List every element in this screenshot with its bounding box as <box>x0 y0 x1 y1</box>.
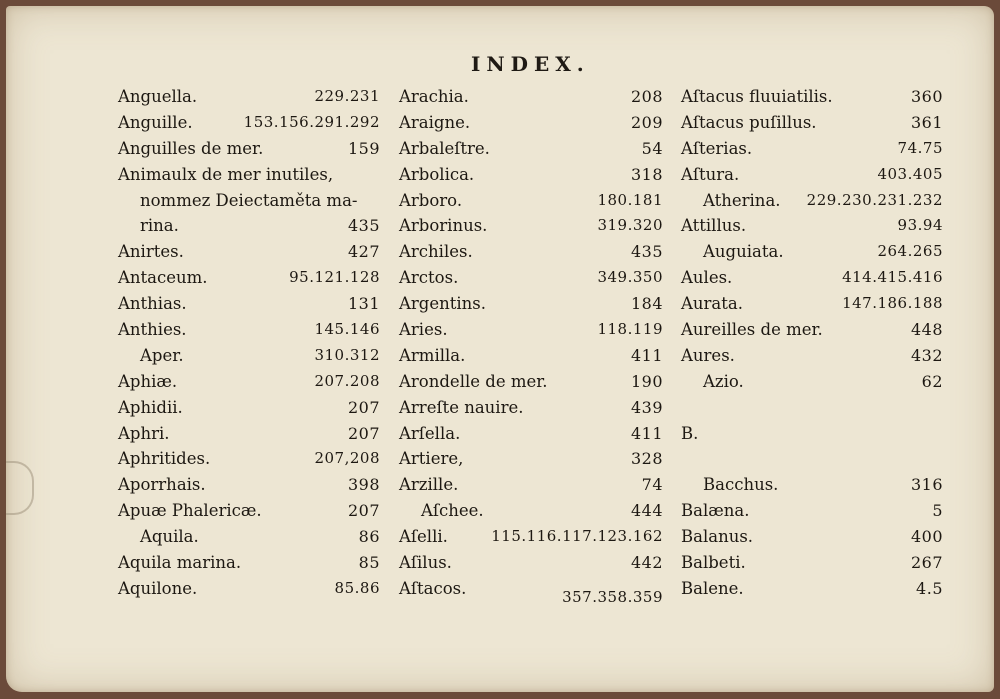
entry-term: nommez Deiectaměta ma- <box>140 190 358 210</box>
entry-page-numbers: 207 <box>347 501 380 521</box>
entry-page-numbers: 319.320 <box>597 216 663 235</box>
index-entry <box>118 317 380 343</box>
entry-term: Anthies. <box>118 320 187 340</box>
entry-term: Apuæ Phalericæ. <box>118 501 262 521</box>
entry-page-numbers: 316 <box>910 475 943 495</box>
entry-term: Armilla. <box>399 345 466 365</box>
entry-page-numbers: 357.358.359 <box>562 587 663 606</box>
index-entry <box>118 84 380 110</box>
index-entry <box>681 291 943 317</box>
index-entry <box>118 446 380 472</box>
entry-page-numbers: 435 <box>630 242 663 262</box>
index-entry <box>681 524 943 550</box>
index-entry <box>681 472 943 498</box>
entry-page-numbers: 403.405 <box>877 164 943 183</box>
index-entry <box>118 265 380 291</box>
entry-page-numbers: 411 <box>630 345 663 365</box>
entry-term: Anthias. <box>118 294 187 314</box>
entry-term: Aquila. <box>140 527 199 547</box>
entry-term: Arſella. <box>399 423 461 443</box>
entry-term: Aſtacus puſillus. <box>681 112 817 132</box>
entry-term: Arboro. <box>399 190 463 210</box>
index-column-3 <box>681 84 943 602</box>
entry-page-numbers: 435 <box>347 216 380 236</box>
section-letter: B. <box>681 423 699 443</box>
entry-term: Arctos. <box>399 268 459 288</box>
index-entry <box>681 395 943 421</box>
entry-page-numbers: 207.208 <box>314 371 380 390</box>
index-entry <box>399 110 663 136</box>
entry-term: Artiere, <box>399 449 464 469</box>
index-entry <box>681 110 943 136</box>
index-entry <box>681 162 943 188</box>
entry-term: Auguiata. <box>703 242 784 262</box>
index-entry <box>681 84 943 110</box>
index-entry <box>681 498 943 524</box>
entry-page-numbers: 267 <box>910 553 943 573</box>
index-entry <box>399 524 663 550</box>
entry-term: Balæna. <box>681 501 750 521</box>
entry-term: Aquila marina. <box>118 553 242 573</box>
entry-term: Aſterias. <box>681 138 753 158</box>
index-entry <box>681 446 943 472</box>
entry-page-numbers: 147.186.188 <box>842 294 943 313</box>
entry-page-numbers: 229.230.231.232 <box>806 190 943 209</box>
index-entry <box>399 550 663 576</box>
index-column-1 <box>118 84 380 602</box>
entry-page-numbers: 4.5 <box>916 578 943 598</box>
entry-page-numbers: 85.86 <box>334 578 380 597</box>
entry-term: Azio. <box>703 371 744 391</box>
entry-page-numbers: 95.121.128 <box>289 268 380 287</box>
entry-term: Aper. <box>140 345 184 365</box>
index-entry <box>681 343 943 369</box>
index-column-2 <box>399 84 663 606</box>
index-entry <box>681 239 943 265</box>
entry-term: Balbeti. <box>681 553 746 573</box>
entry-term: Anguille. <box>118 112 193 132</box>
index-entry <box>118 291 380 317</box>
index-entry <box>399 421 663 447</box>
index-entry <box>118 576 380 602</box>
entry-term: Antaceum. <box>118 268 208 288</box>
entry-page-numbers: 448 <box>910 320 943 340</box>
entry-page-numbers: 349.350 <box>597 268 663 287</box>
index-entry <box>118 498 380 524</box>
index-entry <box>399 395 663 421</box>
index-entry <box>118 343 380 369</box>
page-heading: INDEX. <box>471 52 590 76</box>
index-entry <box>118 395 380 421</box>
book-page <box>6 6 994 692</box>
entry-page-numbers: 207 <box>347 423 380 443</box>
index-entry <box>681 265 943 291</box>
entry-term: Aſilus. <box>399 553 452 573</box>
entry-term: Aphri. <box>118 423 170 443</box>
entry-page-numbers: 159 <box>347 138 380 158</box>
index-entry <box>118 162 380 188</box>
index-entry <box>399 239 663 265</box>
entry-term: Argentins. <box>399 294 487 314</box>
entry-term: Aſchee. <box>421 501 484 521</box>
entry-term: Aureilles de mer. <box>681 320 823 340</box>
index-entry <box>399 446 663 472</box>
index-entry <box>399 188 663 214</box>
index-entry <box>399 472 663 498</box>
index-entry <box>118 136 380 162</box>
index-entry <box>681 317 943 343</box>
entry-term: Aphiæ. <box>118 371 178 391</box>
index-entry <box>399 265 663 291</box>
entry-term: Balene. <box>681 578 744 598</box>
entry-term: Arondelle de mer. <box>399 371 548 391</box>
entry-page-numbers: 153.156.291.292 <box>243 112 380 131</box>
entry-page-numbers: 328 <box>630 449 663 469</box>
entry-page-numbers: 264.265 <box>877 242 943 261</box>
index-entry <box>118 110 380 136</box>
index-entry <box>399 498 663 524</box>
entry-page-numbers: 131 <box>347 294 380 314</box>
index-entry <box>118 213 380 239</box>
index-entry <box>399 343 663 369</box>
index-entry <box>681 576 943 602</box>
index-entry <box>681 136 943 162</box>
page-binding-mark <box>6 461 34 515</box>
entry-term: Aules. <box>681 268 733 288</box>
index-entry <box>118 421 380 447</box>
entry-term: Arbaleſtre. <box>399 138 490 158</box>
entry-page-numbers: 115.116.117.123.162 <box>491 527 663 546</box>
entry-page-numbers: 444 <box>630 501 663 521</box>
index-entry <box>399 136 663 162</box>
entry-page-numbers: 208 <box>630 87 663 106</box>
entry-page-numbers: 360 <box>910 87 943 106</box>
entry-term: Aquilone. <box>118 578 198 598</box>
index-entry <box>118 188 380 214</box>
index-entry <box>681 188 943 214</box>
entry-term: Arzille. <box>399 475 459 495</box>
entry-term: Araigne. <box>399 112 471 132</box>
entry-page-numbers: 86 <box>358 527 380 547</box>
index-entry <box>118 550 380 576</box>
entry-term: Aphritides. <box>118 449 211 469</box>
entry-page-numbers: 209 <box>630 112 663 132</box>
entry-page-numbers: 207 <box>347 397 380 417</box>
entry-page-numbers: 85 <box>358 553 380 573</box>
entry-term: Aſtacos. <box>399 578 467 598</box>
entry-page-numbers: 74 <box>641 475 663 495</box>
entry-term: Aries. <box>399 320 448 340</box>
entry-term: Balanus. <box>681 527 754 547</box>
index-entry <box>118 472 380 498</box>
index-entry <box>681 550 943 576</box>
entry-term: Arachia. <box>399 87 469 106</box>
entry-page-numbers: 432 <box>910 345 943 365</box>
entry-page-numbers: 361 <box>910 112 943 132</box>
entry-page-numbers: 229.231 <box>314 87 380 105</box>
entry-term: Aures. <box>681 345 735 365</box>
index-entry <box>399 369 663 395</box>
index-entry <box>399 317 663 343</box>
entry-page-numbers: 74.75 <box>897 138 943 157</box>
entry-page-numbers: 207,208 <box>314 449 380 468</box>
entry-term: Aſtura. <box>681 164 740 184</box>
entry-term: rina. <box>140 216 179 236</box>
entry-term: Anirtes. <box>118 242 184 262</box>
entry-page-numbers: 180.181 <box>597 190 663 209</box>
index-entry <box>118 369 380 395</box>
entry-term: Arbolica. <box>399 164 475 184</box>
entry-page-numbers: 5 <box>932 501 943 521</box>
entry-page-numbers: 414.415.416 <box>842 268 943 287</box>
entry-page-numbers: 118.119 <box>597 320 663 339</box>
index-entry <box>399 162 663 188</box>
index-entry <box>399 213 663 239</box>
entry-page-numbers: 93.94 <box>897 216 943 235</box>
index-entry <box>681 421 943 447</box>
entry-page-numbers: 310.312 <box>314 345 380 364</box>
entry-term: Anguella. <box>118 87 198 106</box>
entry-page-numbers: 184 <box>630 294 663 314</box>
entry-page-numbers: 427 <box>347 242 380 262</box>
index-entry <box>399 291 663 317</box>
entry-term: Aſtacus fluuiatilis. <box>681 87 833 106</box>
entry-page-numbers: 190 <box>630 371 663 391</box>
entry-term: Animaulx de mer inutiles, <box>118 164 334 184</box>
entry-term: Anguilles de mer. <box>118 138 264 158</box>
entry-page-numbers: 400 <box>910 527 943 547</box>
entry-term: Arborinus. <box>399 216 488 236</box>
index-entry <box>681 213 943 239</box>
entry-term: Archiles. <box>399 242 473 262</box>
entry-term: Aporrhais. <box>118 475 206 495</box>
entry-page-numbers: 411 <box>630 423 663 443</box>
entry-page-numbers: 398 <box>347 475 380 495</box>
index-entry <box>118 239 380 265</box>
entry-term: Attillus. <box>681 216 747 236</box>
entry-page-numbers: 54 <box>641 138 663 158</box>
entry-term: Aurata. <box>681 294 743 314</box>
entry-page-numbers: 318 <box>630 164 663 184</box>
entry-term: Atherina. <box>703 190 781 210</box>
entry-page-numbers: 442 <box>630 553 663 573</box>
entry-term: Aphidii. <box>118 397 183 417</box>
index-entry <box>681 369 943 395</box>
entry-term: Arreſte nauire. <box>399 397 524 417</box>
entry-term: Bacchus. <box>703 475 779 495</box>
entry-term: Aſelli. <box>399 527 448 547</box>
entry-page-numbers: 145.146 <box>314 320 380 339</box>
index-entry <box>399 576 663 606</box>
index-entry <box>399 84 663 110</box>
index-entry <box>118 524 380 550</box>
entry-page-numbers: 62 <box>921 371 943 391</box>
entry-page-numbers: 439 <box>630 397 663 417</box>
